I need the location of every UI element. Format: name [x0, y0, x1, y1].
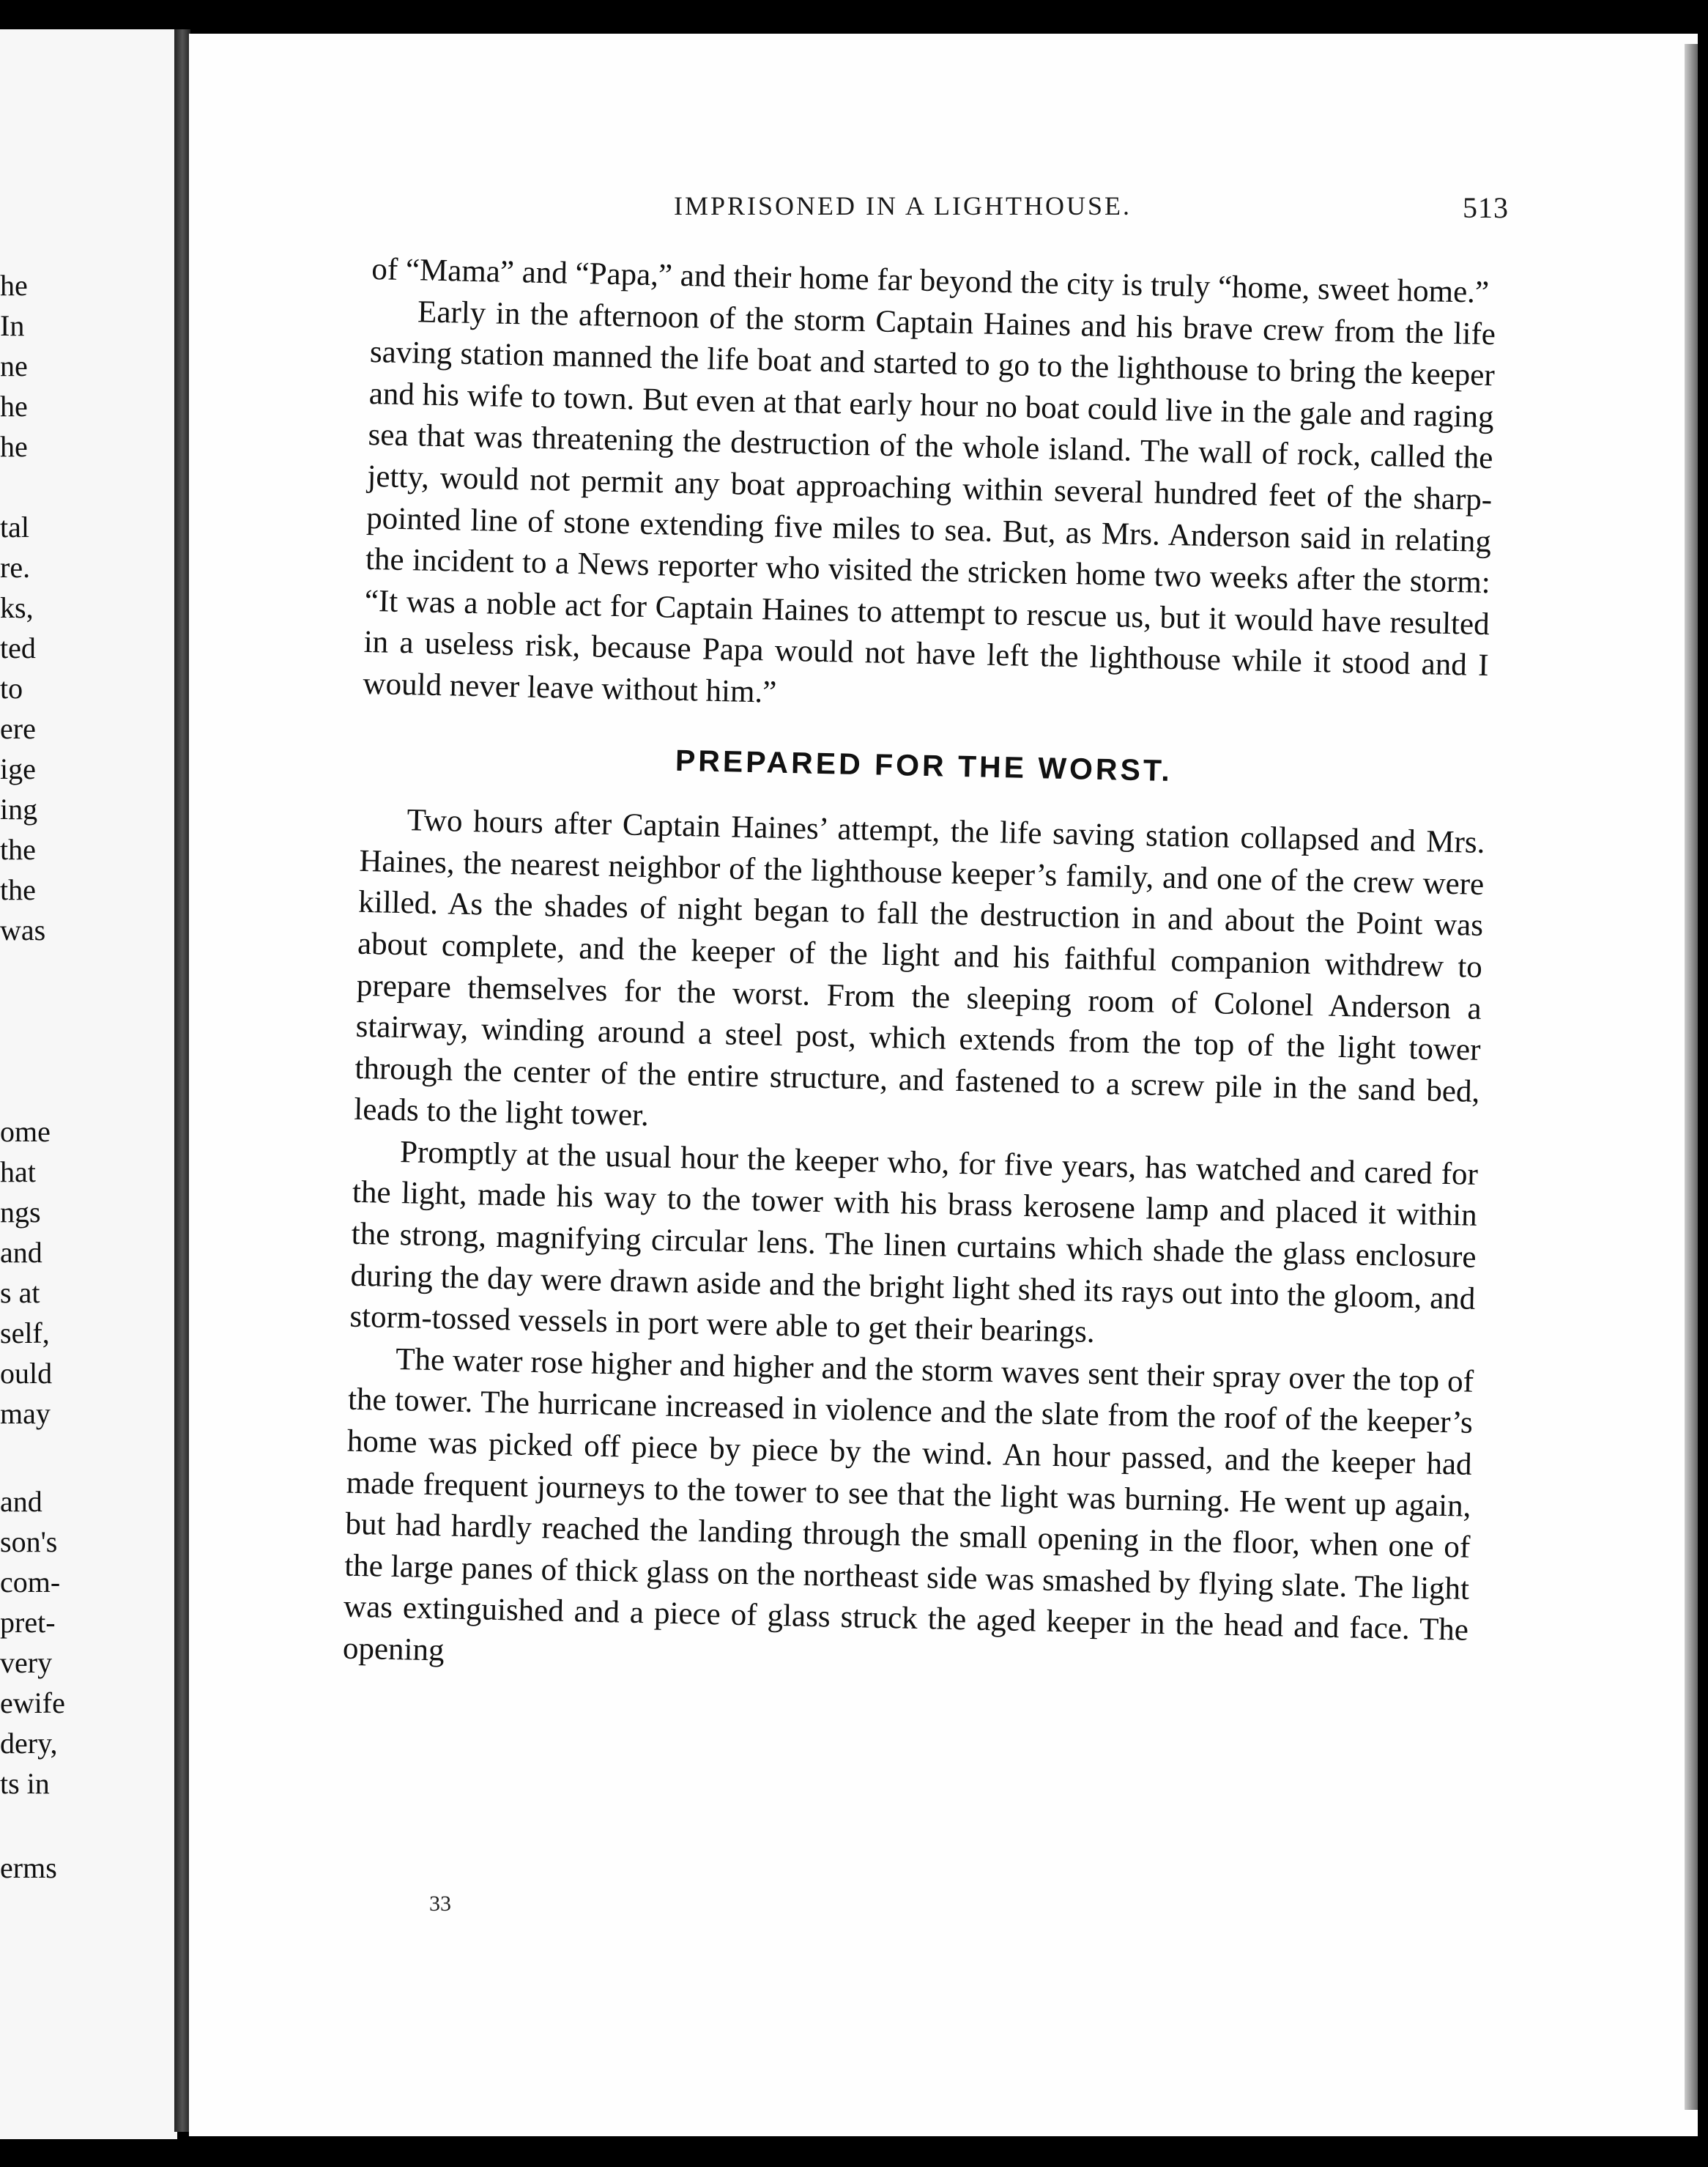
signature-mark: 33 [429, 1892, 451, 1916]
page-body [342, 249, 1496, 1693]
facing-page-fragment: very [0, 1646, 53, 1679]
facing-page-fragment: was [0, 914, 46, 947]
facing-page-fragment: re. [0, 551, 31, 584]
facing-page-fragment: the [0, 873, 36, 906]
facing-page-fragment: ne [0, 349, 28, 382]
facing-page-fragment: self, [0, 1316, 50, 1349]
facing-page-fragment: and [0, 1236, 42, 1269]
facing-page-fragment: ks, [0, 591, 34, 624]
facing-page-fragment: ewife [0, 1686, 65, 1719]
facing-page-fragment: he [0, 430, 28, 463]
running-head-title: IMPRISONED IN A LIGHTHOUSE. [674, 191, 1132, 221]
facing-page-fragment: s at [0, 1276, 40, 1309]
page-number: 513 [1463, 191, 1509, 224]
facing-page-fragment: ngs [0, 1196, 41, 1229]
facing-page-fragment: ts in [0, 1767, 50, 1800]
facing-page-fragment: ted [0, 631, 36, 664]
facing-page-fragment: he [0, 390, 28, 423]
facing-page-fragment: may [0, 1397, 51, 1430]
section-heading: PREPARED FOR THE WORST. [675, 743, 1173, 788]
facing-page-fragment: hat [0, 1155, 36, 1188]
paragraph: Two hours after Captain Haines’ attempt, the life saving station collapsed and Mrs. Haines, the nearest neighbor of the lighthouse keeper’s family, and one of the crew were killed. As the shades of night began to fall the destruction in and about the Point was about complete, and the keeper of the light and his faithful companion withdrew to prepare themselves for the worst. From the sleeping room of Colonel Anderson a stairway, winding around a steel post, which extends from the top of the light tower through the center of the entire structure, and fastened to a screw pile in the sand bed, leads to the light tower. [353, 803, 1485, 1133]
facing-page [0, 29, 177, 2139]
facing-page-text [0, 29, 177, 2139]
facing-page-fragment: ere [0, 712, 36, 745]
facing-page-fragment: ould [0, 1357, 53, 1390]
facing-page-fragment: ome [0, 1115, 51, 1148]
facing-page-fragment: com- [0, 1566, 61, 1599]
facing-page-fragment: the [0, 833, 36, 866]
facing-page-fragment: ige [0, 752, 36, 785]
facing-page-fragment: In [0, 309, 25, 342]
facing-page-fragment: son's [0, 1525, 58, 1558]
facing-page-fragment: dery, [0, 1727, 58, 1760]
facing-page-fragment: and [0, 1485, 42, 1518]
paragraph: of “Mama” and “Papa,” and their home far beyond the city is truly “home, sweet home.” [371, 251, 1490, 310]
page-edge [1685, 44, 1698, 2110]
paragraph: Promptly at the usual hour the keeper who, for five years, has watched and cared for the light, made his way to the tower with his brass kerosene lamp and placed it within the strong, magnifying circular lens. The linen curtains which shade the glass enclosure during the day were drawn aside and the bright light shed its rays out into the gloom, and storm-tossed vessels in port were able to get their bearings. [349, 1134, 1479, 1350]
facing-page-fragment: to [0, 672, 23, 705]
facing-page-fragment: pret- [0, 1606, 56, 1639]
facing-page-fragment: he [0, 269, 28, 302]
facing-page-fragment: ing [0, 793, 38, 826]
facing-page-fragment: tal [0, 511, 29, 544]
paragraph: Early in the afternoon of the storm Captain Haines and his brave crew from the life saving station manned the life boat and started to go to the lighthouse to bring the keeper and his wife to town. But even at that early hour no boat could live in the gale and raging sea that was threatening the destruction of the whole island. The wall of rock, called the jetty, would not permit any boat approaching within several hundred feet of the sharp-pointed line of stone extending five miles to sea. But, as Mrs. Anderson said in relating the incident to a News reporter who visited the stricken home two weeks after the storm: “It was a noble act for Captain Haines to attempt to rescue us, but it would have resulted in a useless risk, because Papa would not have left the lighthouse while it stood and I would never leave without him.” [363, 294, 1496, 710]
facing-page-fragment: erms [0, 1851, 57, 1884]
book-spine [174, 29, 190, 2132]
paragraph: The water rose higher and higher and the storm waves sent their spray over the top of the tower. The hurricane increased in violence and the slate from the roof of the keeper’s home was picked off piece by piece by the wind. An hour passed, and the keeper had made frequent journeys to the tower to see that the light was burning. He went up again, but had hardly reached the landing through the small opening in the floor, when one of the large panes of thick glass on the northeast side was smashed by flying slate. The light was extinguished and a piece of glass struck the aged keeper in the head and face. The opening [342, 1341, 1474, 1668]
